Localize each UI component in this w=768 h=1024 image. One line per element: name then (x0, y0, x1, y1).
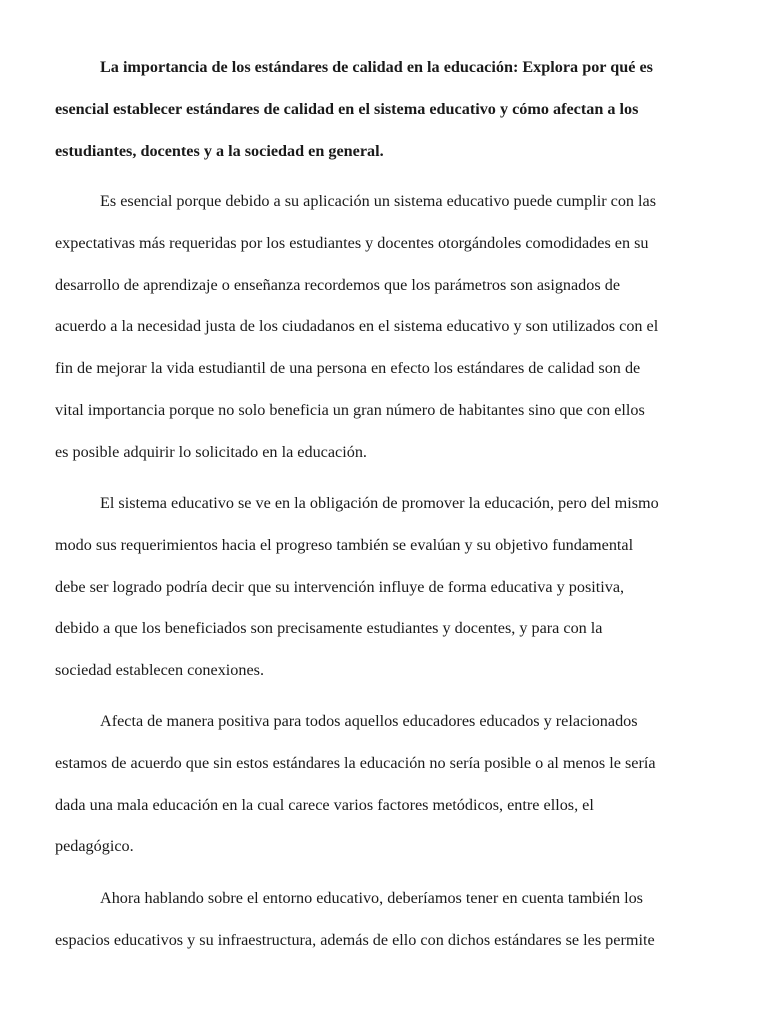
paragraph-3 (55, 701, 715, 868)
paragraph-line: Es esencial porque debido a su aplicación un sistema educativo puede cumplir con las (100, 192, 657, 210)
paragraph-line: es posible adquirir lo solicitado en la educación. (55, 442, 367, 461)
paragraph-line: estamos de acuerdo que sin estos estándares la educación no sería posible o al menos le sería (55, 753, 656, 772)
title-line: estudiantes, docentes y a la sociedad en general. (55, 141, 384, 160)
paragraph-line: debe ser logrado podría decir que su intervención influye de forma educativa y positiva, (55, 577, 625, 596)
paragraph-line: pedagógico. (55, 837, 134, 856)
title-line: La importancia de los estándares de calidad en la educación: Explora por qué es (100, 58, 653, 76)
document-title (55, 47, 715, 172)
paragraph-line: sociedad establecen conexiones. (55, 661, 264, 680)
paragraph-line: fin de mejorar la vida estudiantil de una persona en efecto los estándares de calidad son de (55, 359, 641, 378)
paragraph-line: espacios educativos y su infraestructura, además de ello con dichos estándares se les permite (55, 930, 655, 949)
paragraph-line: desarrollo de aprendizaje o enseñanza recordemos que los parámetros son asignados de (55, 275, 620, 294)
paragraph-line: expectativas más requeridas por los estudiantes y docentes otorgándoles comodidades en su (55, 233, 649, 252)
paragraph-line: acuerdo a la necesidad justa de los ciudadanos en el sistema educativo y son utilizados con el (55, 317, 659, 336)
paragraph-line: debido a que los beneficiados son precisamente estudiantes y docentes, y para con la (55, 619, 603, 638)
paragraph-line: modo sus requerimientos hacia el progreso también se evalúan y su objetivo fundamental (55, 535, 634, 554)
paragraph-line: Ahora hablando sobre el entorno educativo, deberíamos tener en cuenta también los (100, 889, 643, 907)
paragraph-1 (55, 181, 715, 474)
paragraph-4 (55, 878, 715, 962)
title-line: esencial establecer estándares de calidad en el sistema educativo y cómo afectan a los (55, 99, 639, 118)
paragraph-line: vital importancia porque no solo beneficia un gran número de habitantes sino que con ellos (55, 400, 645, 419)
paragraph-2 (55, 483, 715, 692)
paragraph-line: Afecta de manera positiva para todos aquellos educadores educados y relacionados (100, 712, 638, 730)
paragraph-line: dada una mala educación en la cual carece varios factores metódicos, entre ellos, el (55, 795, 594, 814)
paragraph-line: El sistema educativo se ve en la obligación de promover la educación, pero del mismo (100, 494, 659, 512)
